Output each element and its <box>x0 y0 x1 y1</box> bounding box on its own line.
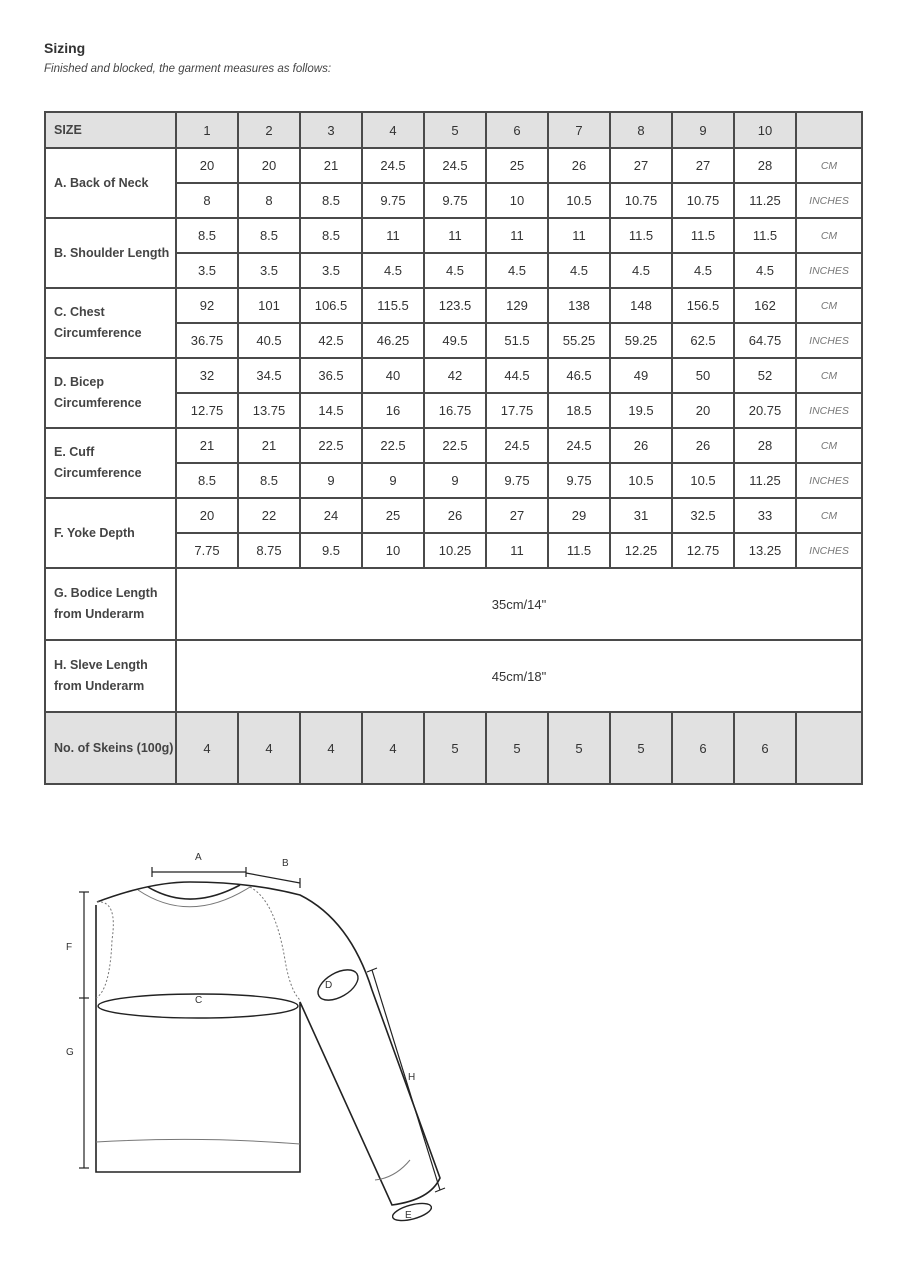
measurement-value: 9.75 <box>486 463 548 498</box>
measurement-value: 24.5 <box>424 148 486 183</box>
measurement-value: 4.5 <box>362 253 424 288</box>
measurement-value: 22.5 <box>362 428 424 463</box>
measurement-value: 162 <box>734 288 796 323</box>
measurement-value: 8.5 <box>238 463 300 498</box>
measurement-value: 22.5 <box>424 428 486 463</box>
measurement-value: 11.25 <box>734 183 796 218</box>
measurement-value: 4.5 <box>734 253 796 288</box>
measurement-value: 3.5 <box>176 253 238 288</box>
measurement-value: 11.5 <box>610 218 672 253</box>
unit-label: CM <box>796 148 862 183</box>
measurement-value: 10.5 <box>610 463 672 498</box>
unit-label: INCHES <box>796 253 862 288</box>
measurement-value: 31 <box>610 498 672 533</box>
skeins-value: 5 <box>610 712 672 784</box>
measurement-value: 13.75 <box>238 393 300 428</box>
measurement-value: 10.5 <box>672 463 734 498</box>
size-column-header: 9 <box>672 112 734 148</box>
measurement-value: 55.25 <box>548 323 610 358</box>
measurement-value: 123.5 <box>424 288 486 323</box>
measurement-value: 3.5 <box>300 253 362 288</box>
skeins-value: 6 <box>734 712 796 784</box>
measurement-value: 12.75 <box>176 393 238 428</box>
measurement-value: 46.25 <box>362 323 424 358</box>
measurement-value: 8.5 <box>300 218 362 253</box>
measurement-value: 138 <box>548 288 610 323</box>
unit-label: INCHES <box>796 533 862 568</box>
measurement-value: 21 <box>238 428 300 463</box>
measurement-value: 8.5 <box>300 183 362 218</box>
measurement-value: 10 <box>362 533 424 568</box>
measurement-value: 129 <box>486 288 548 323</box>
measurement-label: D. Bicep Circumference <box>45 358 176 428</box>
measurement-value: 26 <box>548 148 610 183</box>
measurement-value: 49 <box>610 358 672 393</box>
measurement-value: 9 <box>424 463 486 498</box>
measurement-value: 26 <box>672 428 734 463</box>
measurement-value: 12.25 <box>610 533 672 568</box>
label-a: A <box>195 852 202 863</box>
measurement-value: 9 <box>362 463 424 498</box>
measurement-value: 24 <box>300 498 362 533</box>
measurement-label: G. Bodice Length from Underarm <box>45 568 176 640</box>
measurement-value: 20 <box>672 393 734 428</box>
unit-label: CM <box>796 288 862 323</box>
measurement-value: 29 <box>548 498 610 533</box>
skeins-value: 5 <box>548 712 610 784</box>
unit-label: CM <box>796 358 862 393</box>
measurement-value: 11 <box>362 218 424 253</box>
measurement-value: 27 <box>610 148 672 183</box>
measurement-value: 20 <box>176 148 238 183</box>
label-g: G <box>66 1047 74 1058</box>
measurement-label: A. Back of Neck <box>45 148 176 218</box>
skeins-value: 4 <box>176 712 238 784</box>
measurement-value: 27 <box>672 148 734 183</box>
size-header: SIZE <box>45 112 176 148</box>
label-h: H <box>408 1072 416 1083</box>
size-column-header: 4 <box>362 112 424 148</box>
measurement-value: 32 <box>176 358 238 393</box>
measurement-value: 28 <box>734 148 796 183</box>
measurement-value: 24.5 <box>486 428 548 463</box>
measurement-value: 40 <box>362 358 424 393</box>
measurement-value: 4.5 <box>548 253 610 288</box>
label-b: B <box>282 858 289 869</box>
measurement-value: 11 <box>424 218 486 253</box>
measurement-value: 10 <box>486 183 548 218</box>
measurement-value: 51.5 <box>486 323 548 358</box>
skeins-value: 6 <box>672 712 734 784</box>
measurement-value: 27 <box>486 498 548 533</box>
skeins-value: 5 <box>486 712 548 784</box>
measurement-value: 24.5 <box>362 148 424 183</box>
measurement-value: 3.5 <box>238 253 300 288</box>
measurement-value: 16 <box>362 393 424 428</box>
unit-label: INCHES <box>796 323 862 358</box>
unit-label: CM <box>796 428 862 463</box>
measurement-value: 46.5 <box>548 358 610 393</box>
measurement-value: 36.5 <box>300 358 362 393</box>
measurement-value: 11.5 <box>548 533 610 568</box>
label-d: D <box>325 980 333 991</box>
unit-label: INCHES <box>796 463 862 498</box>
measurement-value: 4.5 <box>610 253 672 288</box>
unit-label: CM <box>796 218 862 253</box>
measurement-value: 156.5 <box>672 288 734 323</box>
measurement-label: C. Chest Circumference <box>45 288 176 358</box>
measurement-value: 4.5 <box>424 253 486 288</box>
measurement-value: 9.75 <box>548 463 610 498</box>
measurement-value: 36.75 <box>176 323 238 358</box>
measurement-value: 25 <box>362 498 424 533</box>
measurement-value: 10.75 <box>672 183 734 218</box>
measurement-value: 59.25 <box>610 323 672 358</box>
measurement-value: 10.25 <box>424 533 486 568</box>
measurement-label: E. Cuff Circumference <box>45 428 176 498</box>
skeins-label: No. of Skeins (100g) <box>45 712 176 784</box>
measurement-value: 33 <box>734 498 796 533</box>
measurement-value: 21 <box>176 428 238 463</box>
measurement-value: 19.5 <box>610 393 672 428</box>
measurement-value: 16.75 <box>424 393 486 428</box>
measurement-value: 10.5 <box>548 183 610 218</box>
measurement-value: 11 <box>548 218 610 253</box>
measurement-value: 20 <box>238 148 300 183</box>
measurement-value: 13.25 <box>734 533 796 568</box>
unit-label: INCHES <box>796 393 862 428</box>
skeins-value: 4 <box>300 712 362 784</box>
measurement-value: 45cm/18" <box>176 640 862 712</box>
measurement-value: 101 <box>238 288 300 323</box>
measurement-value: 148 <box>610 288 672 323</box>
measurement-value: 34.5 <box>238 358 300 393</box>
label-c: C <box>195 995 203 1006</box>
measurement-value: 22.5 <box>300 428 362 463</box>
measurement-value: 35cm/14" <box>176 568 862 640</box>
measurement-value: 9.75 <box>362 183 424 218</box>
measurement-value: 40.5 <box>238 323 300 358</box>
measurement-value: 4.5 <box>672 253 734 288</box>
measurement-value: 11.5 <box>672 218 734 253</box>
measurement-value: 28 <box>734 428 796 463</box>
measurement-value: 20.75 <box>734 393 796 428</box>
measurement-value: 11 <box>486 533 548 568</box>
measurement-value: 11.25 <box>734 463 796 498</box>
measurement-label: H. Sleve Length from Underarm <box>45 640 176 712</box>
section-subtitle: Finished and blocked, the garment measures as follows: <box>44 63 332 75</box>
measurement-value: 24.5 <box>548 428 610 463</box>
measurement-value: 8.75 <box>238 533 300 568</box>
section-title: Sizing <box>44 40 86 56</box>
unit-label: INCHES <box>796 183 862 218</box>
measurement-value: 8.5 <box>176 463 238 498</box>
measurement-value: 21 <box>300 148 362 183</box>
skeins-value: 4 <box>238 712 300 784</box>
measurement-value: 4.5 <box>486 253 548 288</box>
size-column-header: 10 <box>734 112 796 148</box>
size-column-header: 2 <box>238 112 300 148</box>
measurement-value: 25 <box>486 148 548 183</box>
measurement-value: 115.5 <box>362 288 424 323</box>
measurement-value: 9.75 <box>424 183 486 218</box>
measurement-label: F. Yoke Depth <box>45 498 176 568</box>
skeins-value: 4 <box>362 712 424 784</box>
measurement-value: 92 <box>176 288 238 323</box>
measurement-value: 22 <box>238 498 300 533</box>
measurement-label: B. Shoulder Length <box>45 218 176 288</box>
size-column-header: 8 <box>610 112 672 148</box>
unit-label: CM <box>796 498 862 533</box>
size-column-header: 3 <box>300 112 362 148</box>
size-column-header: 7 <box>548 112 610 148</box>
measurement-value: 8.5 <box>176 218 238 253</box>
measurement-value: 18.5 <box>548 393 610 428</box>
measurement-value: 14.5 <box>300 393 362 428</box>
measurement-value: 44.5 <box>486 358 548 393</box>
measurement-value: 17.75 <box>486 393 548 428</box>
measurement-value: 7.75 <box>176 533 238 568</box>
measurement-value: 8 <box>176 183 238 218</box>
measurement-value: 62.5 <box>672 323 734 358</box>
label-e: E <box>405 1210 412 1221</box>
size-column-header: 1 <box>176 112 238 148</box>
measurement-value: 8.5 <box>238 218 300 253</box>
measurement-value: 26 <box>424 498 486 533</box>
measurement-value: 10.75 <box>610 183 672 218</box>
measurement-value: 42.5 <box>300 323 362 358</box>
measurement-value: 106.5 <box>300 288 362 323</box>
measurement-value: 8 <box>238 183 300 218</box>
measurement-value: 9 <box>300 463 362 498</box>
label-f: F <box>66 942 73 953</box>
measurement-value: 49.5 <box>424 323 486 358</box>
measurement-value: 50 <box>672 358 734 393</box>
measurement-value: 20 <box>176 498 238 533</box>
size-column-header: 6 <box>486 112 548 148</box>
measurement-value: 9.5 <box>300 533 362 568</box>
skeins-value: 5 <box>424 712 486 784</box>
measurement-value: 64.75 <box>734 323 796 358</box>
measurement-value: 42 <box>424 358 486 393</box>
measurement-value: 52 <box>734 358 796 393</box>
measurement-value: 26 <box>610 428 672 463</box>
measurement-value: 12.75 <box>672 533 734 568</box>
measurement-value: 11 <box>486 218 548 253</box>
measurement-value: 32.5 <box>672 498 734 533</box>
measurement-value: 11.5 <box>734 218 796 253</box>
size-column-header: 5 <box>424 112 486 148</box>
